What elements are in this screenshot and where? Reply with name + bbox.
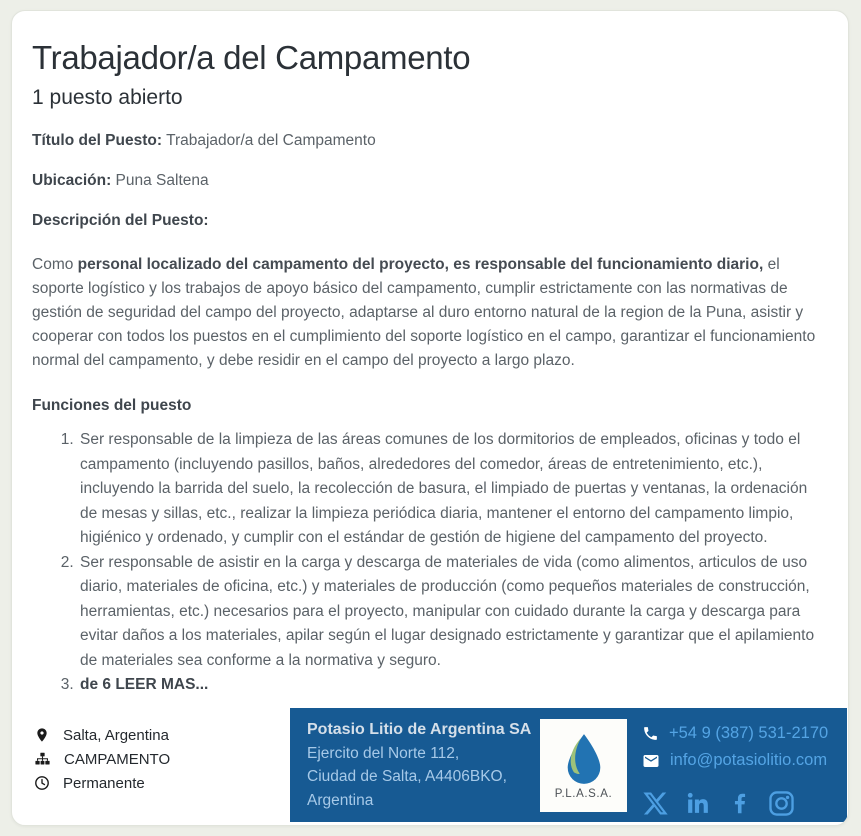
description-rest: el soporte logístico y los trabajos de apoyo básico del campamento, cumplir estrictamente con las normativas de gestión de seguridad del campo del proyecto, adaptarse al duro entorno natural de la region de la Puna, asistir y cooperar con todos los puestos en el cumplimiento del soporte logístico en el campo, garantizar el funcionamiento normal del campamento, y debe residir en el campo del proyecto a largo plazo. — [32, 256, 816, 369]
meta-contract-label: Permanente — [63, 774, 145, 792]
company-footer — [290, 708, 847, 822]
functions-list — [32, 428, 820, 698]
read-more-link[interactable]: de 6 LEER MAS... — [80, 676, 209, 693]
sitemap-icon — [34, 751, 51, 768]
function-item-2 — [78, 551, 820, 674]
description-prefix: Como — [32, 256, 78, 273]
meta-contract-row — [34, 771, 170, 795]
email-row[interactable] — [642, 747, 828, 774]
company-address-block — [307, 718, 531, 812]
phone-icon — [642, 725, 659, 742]
address-line-3: Argentina — [307, 791, 374, 809]
page-title: Trabajador/a del Campamento — [32, 39, 471, 76]
location-pin-icon — [34, 727, 50, 743]
linkedin-icon[interactable] — [684, 789, 712, 817]
job-title-field — [32, 132, 820, 150]
company-logo — [540, 719, 627, 812]
envelope-icon — [642, 752, 660, 770]
openings-count: 1 puesto abierto — [32, 86, 183, 109]
function-item-1 — [78, 428, 820, 551]
water-drop-logo-icon — [561, 732, 607, 786]
description-field — [32, 212, 820, 230]
description-label: Descripción del Puesto: — [32, 212, 209, 229]
location-value: Puna Saltena — [115, 172, 209, 189]
meta-department-row — [34, 747, 170, 771]
meta-location-row — [34, 723, 170, 747]
phone-row[interactable] — [642, 720, 828, 747]
clock-icon — [34, 775, 50, 791]
facebook-icon[interactable] — [727, 790, 753, 816]
functions-heading: Funciones del puesto — [32, 397, 192, 414]
description-bold: personal localizado del campamento del proyecto, es responsable del funcionamiento diario, — [77, 256, 764, 273]
function-item-2-text: Ser responsable de asistir en la carga y descarga de materiales de vida (como alimentos, articulos de uso diario, materiales de oficina, etc.) y materiales de producción (como pequeños materiales de construcción, herramientas, etc.) necesarios para el proyecto, manipular con cuidado durante la carga y descarga para evitar daños a los materiales, apilar según el lugar designado estrictamente y garantizar que el apilamiento de materiales sea conforme a la normativa y seguro. — [80, 553, 815, 669]
job-description-paragraph — [32, 253, 820, 373]
address-line-2: Ciudad de Salta, A4406BKO, — [307, 768, 507, 785]
meta-department-label: CAMPAMENTO — [64, 750, 171, 768]
phone-number[interactable]: +54 9 (387) 531-2170 — [669, 724, 829, 742]
job-title-value: Trabajador/a del Campamento — [166, 132, 376, 149]
meta-location-label: Salta, Argentina — [63, 726, 169, 744]
x-icon[interactable] — [642, 790, 669, 817]
address-line-1: Ejercito del Norte 112, — [307, 744, 460, 762]
job-title-label: Título del Puesto: — [32, 132, 163, 149]
location-label: Ubicación: — [32, 172, 112, 189]
location-field — [32, 172, 820, 190]
function-item-1-text: Ser responsable de la limpieza de las áreas comunes de los dormitorios de empleados, oficinas y todo el campamento (incluyendo pasillos, baños, alrededores del comedor, áreas de entretenimiento, etc.), incluyendo la barrida del suelo, la recolección de basura, el limpiado de puertas y ventanas, la ordenación de mesas y sillas, etc., realizar la limpieza periódica diaria, mantener el entorno del campamento limpio, higiénico y ordenado, y cumplir con el estándar de gestión de higiene del campamento del proyecto. — [80, 431, 808, 546]
company-name: Potasio Litio de Argentina SA — [307, 721, 532, 738]
job-posting-card — [11, 10, 849, 826]
logo-caption: P.L.A.S.A. — [554, 787, 613, 800]
email-address[interactable]: info@potasiolitio.com — [670, 751, 828, 769]
instagram-icon[interactable] — [768, 790, 795, 817]
social-links — [642, 789, 828, 817]
job-meta — [34, 723, 170, 795]
contact-block — [642, 720, 828, 817]
function-item-3 — [78, 673, 820, 698]
